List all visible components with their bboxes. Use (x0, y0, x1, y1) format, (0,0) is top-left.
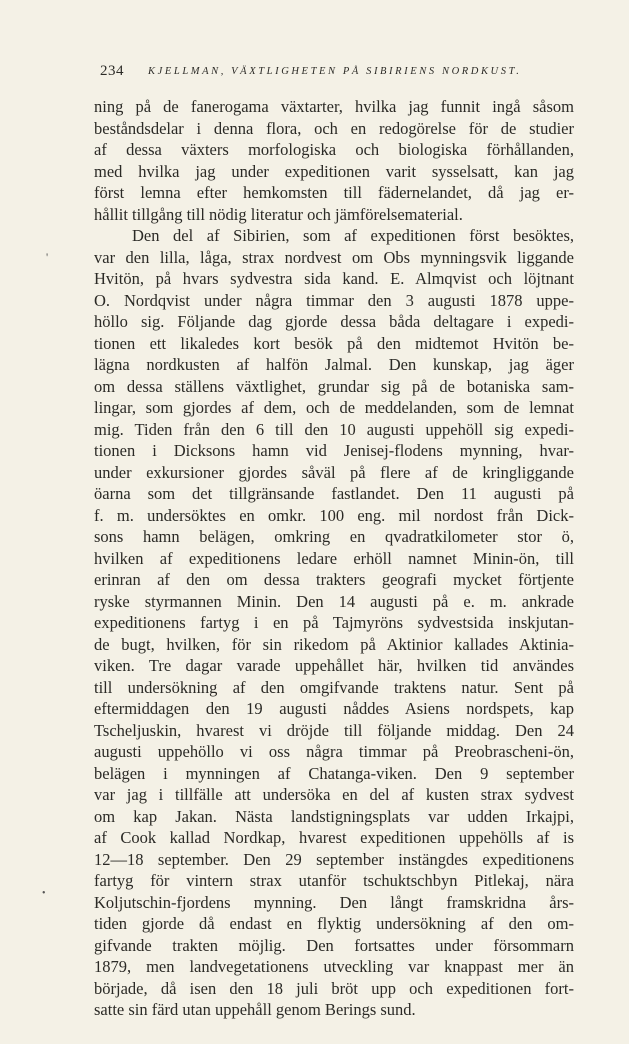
text-line: belägen i mynningen af Chatanga-viken. Den 9 september (94, 763, 574, 783)
text-line: Tscheljuskin, hvarest vi dröjde till följande middag. Den 24 (94, 720, 574, 740)
text-line: sons hamn belägen, omkring en qvadratkilometer stor ö, (94, 527, 574, 546)
text-line: hvilken af expeditionens ledare erhöll namnet Minin-ön, till (94, 548, 574, 568)
text-line: augusti uppehöllo vi oss några timmar på Preobrascheni-ön, (94, 742, 574, 761)
text-line: tionen i Dicksons hamn vid Jenisej-flodens mynning, hvar- (94, 441, 574, 460)
text-line: O. Nordqvist under några timmar den 3 augusti 1878 uppe- (94, 290, 574, 310)
text-line: till undersökning af den omgifvande traktens natur. Sent på (94, 677, 574, 697)
text-line: gifvande trakten möjlig. Den fortsattes under försommarn (94, 935, 574, 955)
margin-mark: ' (46, 250, 49, 264)
text-line: var jag i tillfälle att undersöka en del af kusten strax sydvest (94, 785, 574, 804)
text-line: viken. Tre dagar varade uppehållet här, hvilken tid användes (94, 656, 574, 675)
text-line: höllo sig. Följande dag gjorde dessa båda deltagare i expedi- (94, 312, 574, 331)
text-line: 1879, men landvegetationens utveckling var knappast mer än (94, 957, 574, 976)
text-line: ryske styrmannen Minin. Den 14 augusti på e. m. ankrade (94, 591, 574, 611)
text-line: hållit tillgång till nödig literatur och jämförelsematerial. (94, 204, 463, 224)
page-number: 234 (100, 63, 124, 79)
paragraph-start-line: Den del af Sibirien, som af expeditionen först besöktes, (132, 226, 574, 245)
text-line: först lemna efter hemkomsten till fädernelandet, då jag er- (94, 183, 574, 202)
text-line: ning på de fanerogama växtarter, hvilka jag funnit ingå såsom (94, 97, 574, 116)
text-line: 12—18 september. Den 29 september instängdes expeditionens (94, 849, 574, 869)
text-line: mig. Tiden från den 6 till den 10 augusti uppehöll sig expedi- (94, 419, 574, 439)
text-line: öarna som det tillgränsande fastlandet. Den 11 augusti på (94, 484, 574, 503)
text-line: beståndsdelar i denna flora, och en redogörelse för de studier (94, 118, 574, 138)
text-line: lingar, som gjordes af dem, och de meddelanden, som de lemnat (94, 398, 574, 417)
text-line: Hvitön, på hvars sydvestra sida kand. E. Almqvist och löjtnant (94, 269, 574, 288)
text-line: under exkursioner gjordes såväl på flere af de kringliggande (94, 462, 574, 482)
running-title: KJELLMAN, VÄXTLIGHETEN PÅ SIBIRIENS NORDKUST. (148, 66, 522, 77)
text-line: tionen ett likaledes kort besök på den midtemot Hvitön be- (94, 333, 574, 353)
text-line: var den lilla, låga, strax nordvest om Obs mynningsvik liggande (94, 247, 574, 267)
text-line: Koljutschin-fjordens mynning. Den långt framskridna års- (94, 892, 574, 912)
text-line: började, då isen den 18 juli bröt upp och expeditionen fort- (94, 978, 574, 998)
text-line: af dessa växters morfologiska och biologiska förhållanden, (94, 140, 574, 159)
text-line: af Cook kallad Nordkap, hvarest expeditionen uppehölls af is (94, 828, 574, 847)
text-line: fartyg för vintern strax utanför tschuktschbyn Pitlekaj, nära (94, 871, 574, 890)
text-line: lägna nordkusten af halfön Jalmal. Den kunskap, jag äger (94, 355, 574, 374)
margin-dot: • (42, 888, 46, 899)
text-line: f. m. undersöktes en omkr. 100 eng. mil nordost från Dick- (94, 505, 574, 525)
text-line: med hvilka jag under expeditionen varit sysselsatt, kan jag (94, 161, 574, 181)
text-line: satte sin färd utan uppehåll genom Berings sund. (94, 1000, 416, 1019)
text-line: erinran af den om dessa trakters geografi mycket förtjente (94, 570, 574, 589)
text-line: expeditionens fartyg i en på Tajmyröns sydvestsida inskjutan- (94, 613, 574, 632)
body-text (94, 96, 574, 1021)
text-line: om kap Jakan. Nästa landstigningsplats var udden Irkajpi, (94, 806, 574, 826)
text-line: om dessa ställens växtlighet, grundar sig på de botaniska sam- (94, 376, 574, 396)
text-line: tiden gjorde då endast en flyktig undersökning af den om- (94, 914, 574, 933)
text-line: de bugt, hvilken, för sin rikedom på Aktinior kallades Aktinia- (94, 634, 574, 654)
running-header (100, 63, 546, 81)
text-line: eftermiddagen den 19 augusti nåddes Asiens nordspets, kap (94, 699, 574, 718)
